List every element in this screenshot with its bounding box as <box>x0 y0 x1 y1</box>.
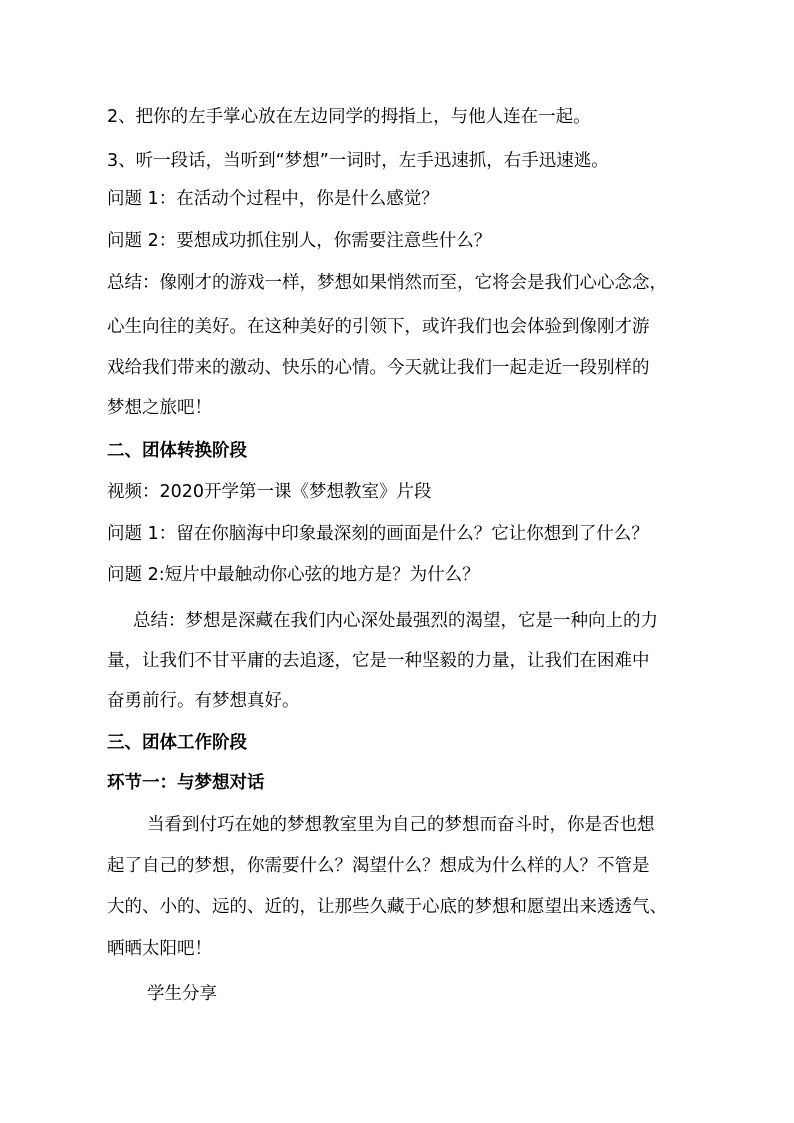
paragraph-step-3: 3、听一段话，当听到“梦想”一词时，左手迅速抓，右手迅速逃。 <box>107 151 609 171</box>
video-reference: 视频：2020开学第一课《梦想教室》片段 <box>107 482 432 502</box>
activity-line-3: 大的、小的、远的、近的，让那些久藏于心底的梦想和愿望出来透透气、 <box>107 897 667 917</box>
video-summary-line-3: 奋勇前行。有梦想真好。 <box>107 691 300 711</box>
video-question-2: 问题 2:短片中最触动你心弦的地方是？为什么？ <box>107 565 480 585</box>
subsection-heading: 环节一：与梦想对话 <box>107 773 265 793</box>
summary-line-3: 戏给我们带来的激动、快乐的心情。今天就让我们一起走近一段别样的 <box>107 358 650 378</box>
video-summary-line-1: 总结：梦想是深藏在我们内心深处最强烈的渴望，它是一种向上的力 <box>133 611 658 631</box>
student-sharing: 学生分享 <box>147 984 217 1004</box>
video-question-1: 问题 1：留在你脑海中印象最深刻的画面是什么？它让你想到了什么？ <box>107 524 649 544</box>
activity-line-4: 晒晒太阳吧！ <box>107 939 212 959</box>
question-1: 问题 1：在活动个过程中，你是什么感觉？ <box>107 189 439 209</box>
activity-line-1: 当看到付巧在她的梦想教室里为自己的梦想而奋斗时，你是否也想 <box>147 815 655 835</box>
paragraph-step-2: 2、把你的左手掌心放在左边同学的拇指上，与他人连在一起。 <box>107 107 591 127</box>
video-summary-line-2: 量，让我们不甘平庸的去追逐，它是一种坚毅的力量，让我们在困难中 <box>107 651 650 671</box>
section-heading-2: 二、团体转换阶段 <box>107 441 247 461</box>
summary-line-1: 总结：像刚才的游戏一样，梦想如果悄然而至，它将会是我们心心念念， <box>107 273 667 293</box>
section-heading-3: 三、团体工作阶段 <box>107 733 247 753</box>
summary-line-4: 梦想之旅吧！ <box>107 398 212 418</box>
activity-line-2: 起了自己的梦想，你需要什么？渴望什么？想成为什么样的人？不管是 <box>107 856 650 876</box>
question-2: 问题 2：要想成功抓住别人，你需要注意些什么？ <box>107 231 492 251</box>
summary-line-2: 心生向往的美好。在这种美好的引领下，或许我们也会体验到像刚才游 <box>107 317 650 337</box>
